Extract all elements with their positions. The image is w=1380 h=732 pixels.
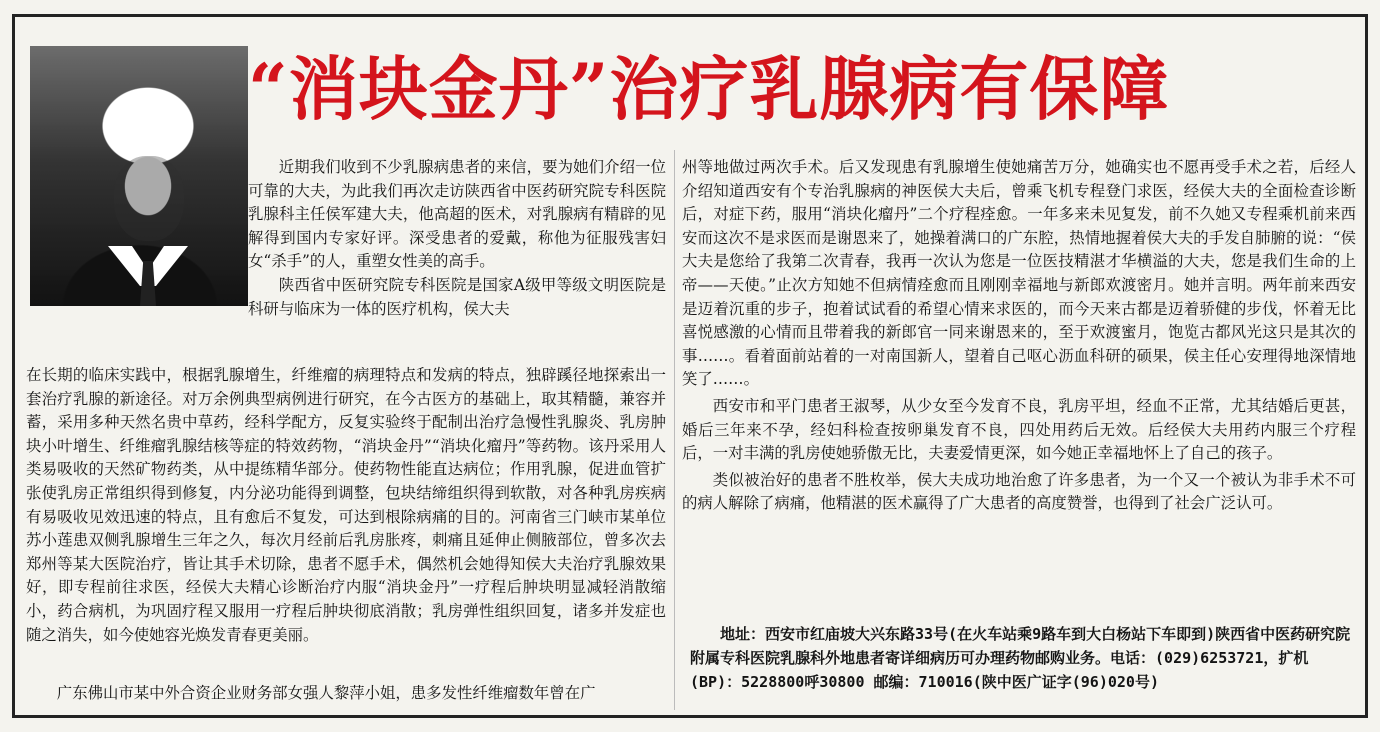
intro-paragraph: 近期我们收到不少乳腺病患者的来信，要为她们介绍一位可靠的大夫，为此我们再次走访陕西省中医药研究院专科医院乳腺科主任侯军建大夫，他高超的医术，对乳腺病有精辟的见解得到国内专家好评。深受患者的爱戴，称他为征服残害妇女“杀手”的人，重塑女性美的高手。 — [248, 158, 666, 271]
column2-paragraph: 州等地做过两次手术。后又发现患有乳腺增生使她痛苦万分，她确实也不愿再受手术之若，后经人介绍知道西安有个专治乳腺病的神医侯大夫后，曾乘飞机专程登门求医，经侯大夫的全面检查诊断后，对症下药，服用“消块化瘤丹”二个疗程痊愈。一年多来未见复发，前不久她又专程乘机前来西安而这次不是求医而是谢恩来了，她操着满口的广东腔，热情地握着侯大夫的手发自肺腑的说：“侯大夫是您给了我第二次青春，我再一次认为您是一位医技精湛才华横溢的大夫，您是我们生命的上帝——天使。”止次方知她不但病情痊愈而且刚刚幸福地与新郎欢渡密月。她并言明。两年前来西安是迈着沉重的步子，抱着试试看的希望心情来求医的，而今天来古都是迈着骄健的步伐，怀着无比喜悦感激的心情而且带着我的新郎官一同来谢恩来的，至于欢渡蜜月，饱览古都风光这只是其次的事……。看着面前站着的一对南国新人，望着自己呕心沥血科研的硕果，侯主任心安理得地深情地笑了……。 — [682, 158, 1356, 389]
intro-text-block — [248, 156, 666, 321]
column1-last-block — [26, 682, 666, 706]
column2-paragraph: 西安市和平门患者王淑琴，从少女至今发育不良，乳房平坦，经血不正常，尤其结婚后更甚，婚后三年来不孕，经妇科检查按卵巢发育不良，四处用药后无效。后经侯大夫用药内服三个疗程后，一对丰满的乳房使她骄傲无比，夫妻爱情更深，如今她正幸福地怀上了自己的孩子。 — [682, 396, 1356, 463]
column-divider — [674, 150, 675, 710]
doctor-portrait-photo — [30, 46, 248, 306]
main-paragraph: 在长期的临床实践中，根据乳腺增生，纤维瘤的病理特点和发病的特点，独辟蹊径地探索出一套治疗乳腺的新途径。对万余例典型病例进行研究，在今古医方的基础上，取其精髓，兼容并蓄，采用多种天然名贵中草药，经科学配方，反复实验终于配制出治疗急慢性乳腺炎、乳房肿块小叶增生、纤维瘤乳腺结核等症的特效药物，“消块金丹”“消块化瘤丹”等药物。该丹采用人类易吸收的天然矿物药类，从中提练精华部分。使药物性能直达病位；作用乳腺，促进血管扩张使乳房正常组织得到修复，内分泌功能得到调整，包块结缔组织得到软散，对各种乳房疾病有易吸收见效迅速的特点，且有愈后不复发，可达到根除病痛的目的。河南省三门峡市某单位苏小莲患双侧乳腺增生三年之久，每次月经前后乳房胀疼，刺痛且延伸止侧腋部位，曾多次去郑州等某大医院治疗，皆让其手术切除，患者不愿手术，偶然机会她得知侯大夫治疗乳腺效果好，即专程前往求医，经侯大夫精心诊断治疗内服“消块金丹”一疗程后肿块明显减轻消散缩小，药合病机，为巩固疗程又服用一疗程后肿块彻底消散；乳房弹性组织回复，诸多并发症也随之消失，如今使她容光焕发青春更美丽。 — [26, 366, 666, 644]
intro-paragraph: 陕西省中医研究院专科医院是国家A级甲等级文明医院是科研与临床为一体的医疗机构，侯大夫 — [248, 275, 666, 318]
address-contact-block: 地址：西安市红庙坡大兴东路33号(在火车站乘9路车到大白杨站下车即到)陕西省中医药研究院附属专科医院乳腺科外地患者寄详细病历可办理药物邮购业务。电话：(029)6253721，扩机(BP)：5228800呼30800 邮编：710016(陕中医广证字(96)020号) — [690, 625, 1351, 691]
portrait-face — [114, 156, 184, 241]
column2-text-block — [682, 156, 1356, 516]
article-headline: “消块金丹”治疗乳腺病有保障 — [248, 49, 1170, 130]
column2-paragraph: 类似被治好的患者不胜枚举，侯大夫成功地治愈了许多患者，为一个又一个被认为非手术不可的病人解除了病痛，他精湛的医术赢得了广大患者的高度赞誉，也得到了社会广泛认可。 — [682, 470, 1356, 513]
column1-last-paragraph: 广东佛山市某中外合资企业财务部女强人黎萍小姐，患多发性纤维瘤数年曾在广 — [56, 684, 596, 702]
main-text-block — [26, 364, 666, 647]
